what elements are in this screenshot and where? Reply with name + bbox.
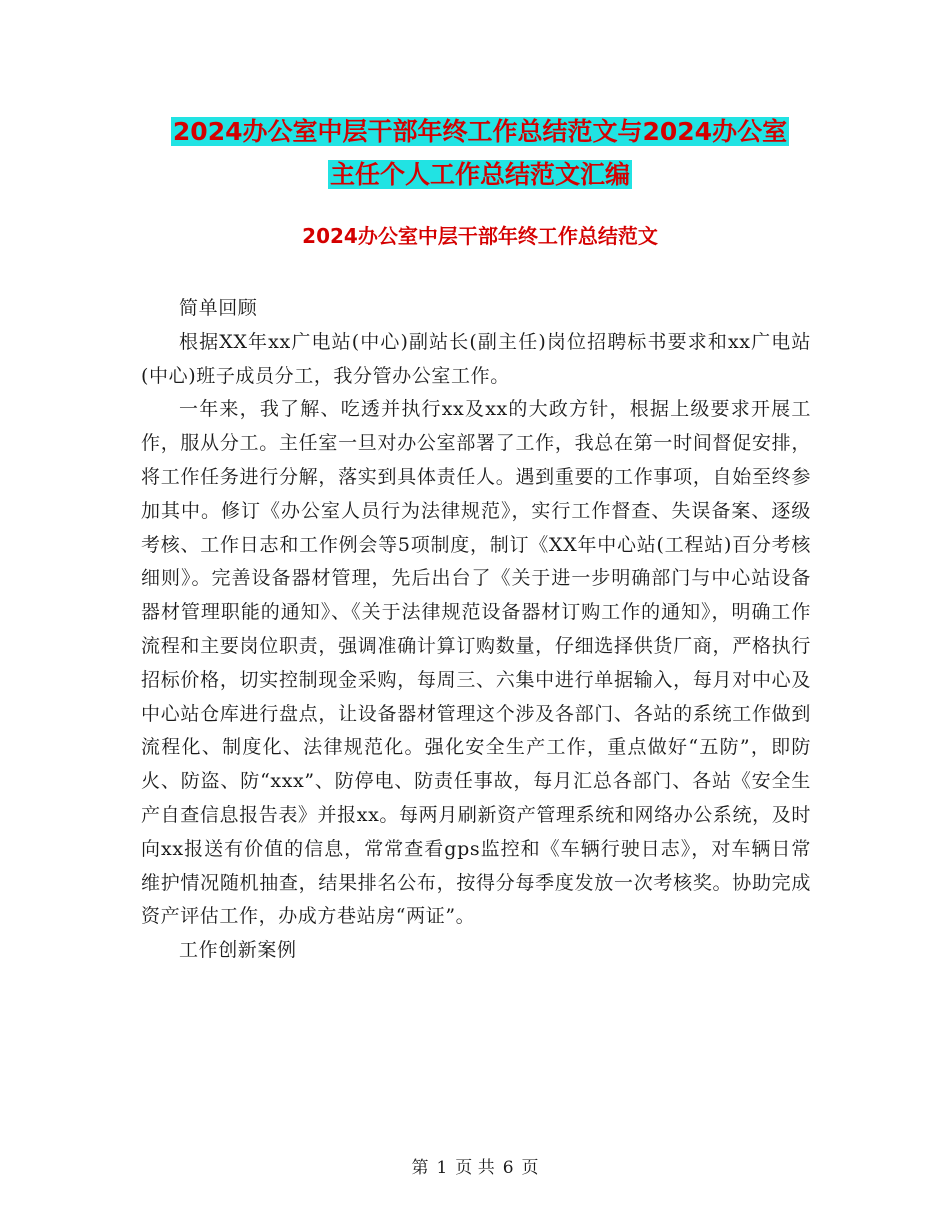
footer-prefix: 第 xyxy=(411,1158,429,1178)
paragraph-heading-innovation: 工作创新案例 xyxy=(179,939,297,962)
footer-total-pages: 6 xyxy=(502,1158,514,1178)
footer-page-number: 1 xyxy=(436,1158,448,1178)
document-title-line-1: 2024办公室中层干部年终工作总结范文与2024办公室 xyxy=(172,117,788,146)
document-title-line-2: 主任个人工作总结范文汇编 xyxy=(329,160,630,189)
body-text xyxy=(141,292,811,968)
paragraph: 根据XX年xx广电站(中心)副站长(副主任)岗位招聘标书要求和xx广电站(中心)班子成员分工，我分管办公室工作。 xyxy=(141,330,811,387)
paragraph-heading-review: 简单回顾 xyxy=(179,297,258,319)
footer-suffix: 页 xyxy=(521,1158,539,1178)
paragraph: 一年来，我了解、吃透并执行xx及xx的大政方针，根据上级要求开展工作，服从分工。主任室一旦对办公室部署了工作，我总在第一时间督促安排，将工作任务进行分解，落实到具体责任人。遇到重要的工作事项，自始至终参加其中。修订《办公室人员行为法律规范》，实行工作督查、失误备案、逐级考核、工作日志和工作例会等5项制度，制订《XX年中心站(工程站)百分考核细则》。完善设备器材管理，先后出台了《关于进一步明确部门与中心站设备器材管理职能的通知》、《关于法律规范设备器材订购工作的通知》，明确工作流程和主要岗位职责，强调准确计算订购数量，仔细选择供货厂商，严格执行招标价格，切实控制现金采购，每周三、六集中进行单据输入，每月对中心及中心站仓库进行盘点，让设备器材管理这个涉及各部门、各站的系统工作做到流程化、制度化、法律规范化。强化安全生产工作，重点做好“五防”，即防火、防盗、防“xxx”、防停电、防责任事故，每月汇总各部门、各站《安全生产自查信息报告表》并报xx。每两月刷新资产管理系统和网络办公系统，及时向xx报送有价值的信息，常常查看gps监控和《车辆行驶日志》，对车辆日常维护情况随机抽查，结果排名公布，按得分每季度发放一次考核奖。协助完成资产评估工作，办成方巷站房“两证”。 xyxy=(141,398,811,928)
section-title: 2024办公室中层干部年终工作总结范文 xyxy=(302,224,658,248)
page-footer xyxy=(0,1153,950,1178)
footer-middle: 页 共 xyxy=(455,1158,495,1178)
document-title xyxy=(140,110,820,196)
